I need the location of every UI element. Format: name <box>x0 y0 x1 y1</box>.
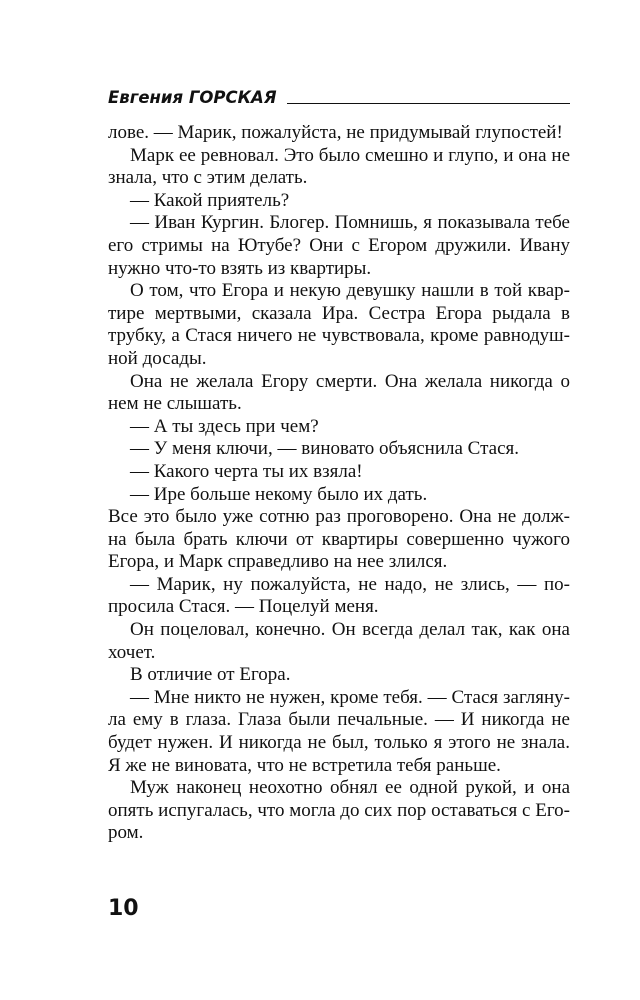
paragraph: Он поцеловал, конечно. Он всегда делал так, как она хочет. <box>108 619 570 663</box>
header-rule <box>287 103 570 104</box>
paragraph: лове. — Марик, пожалуйста, не придумывай глупостей! <box>108 122 563 143</box>
running-head <box>108 84 570 108</box>
paragraph: Она не желала Егору смерти. Она желала никогда о нем не слышать. <box>108 370 570 415</box>
paragraph: — Ире больше некому было их дать. <box>130 483 428 505</box>
body-text <box>108 122 570 845</box>
paragraph: Все это было уже сотню раз проговорено. Она не должна была брать ключи от квартиры совершенно чужого Егора, и Марк справедливо на нее злился. <box>108 506 570 573</box>
paragraph: — А ты здесь при чем? <box>130 415 319 437</box>
paragraph: — Какого черта ты их взяла! <box>130 460 363 482</box>
paragraph: — Мне никто не нужен, кроме тебя. — Стася заглянула ему в глаза. Глаза были печальные. — И никогда не будет нужен. И никогда не был, только я этого не знала. Я же не виновата, что не встретила тебя раньше. <box>108 686 570 776</box>
paragraph: О том, что Егора и некую девушку нашли в той квартире мертвыми, сказала Ира. Сестра Егора рыдала в трубку, а Стася ничего не чувствовала, кроме равнодушной досады. <box>108 280 570 369</box>
page-number: 10 <box>108 896 139 921</box>
paragraph: Муж наконец неохотно обнял ее одной рукой, и она опять испугалась, что могла до сих пор оставаться с Егором. <box>108 777 570 844</box>
paragraph: — У меня ключи, — виновато объяснила Стася. <box>130 438 519 460</box>
paragraph: — Иван Кургин. Блогер. Помнишь, я показывала тебе его стримы на Ютубе? Они с Егором дружили. Ивану нужно что-то взять из квартиры. <box>108 212 570 279</box>
paragraph: — Марик, ну пожалуйста, не надо, не злись, — попросила Стася. — Поцелуй меня. <box>108 573 570 618</box>
paragraph: Марк ее ревновал. Это было смешно и глупо, и она не знала, что с этим делать. <box>108 144 570 189</box>
paragraph: В отличие от Егора. <box>130 664 291 686</box>
paragraph: — Какой приятель? <box>130 189 290 211</box>
author-name: Евгения ГОРСКАЯ <box>108 87 277 107</box>
